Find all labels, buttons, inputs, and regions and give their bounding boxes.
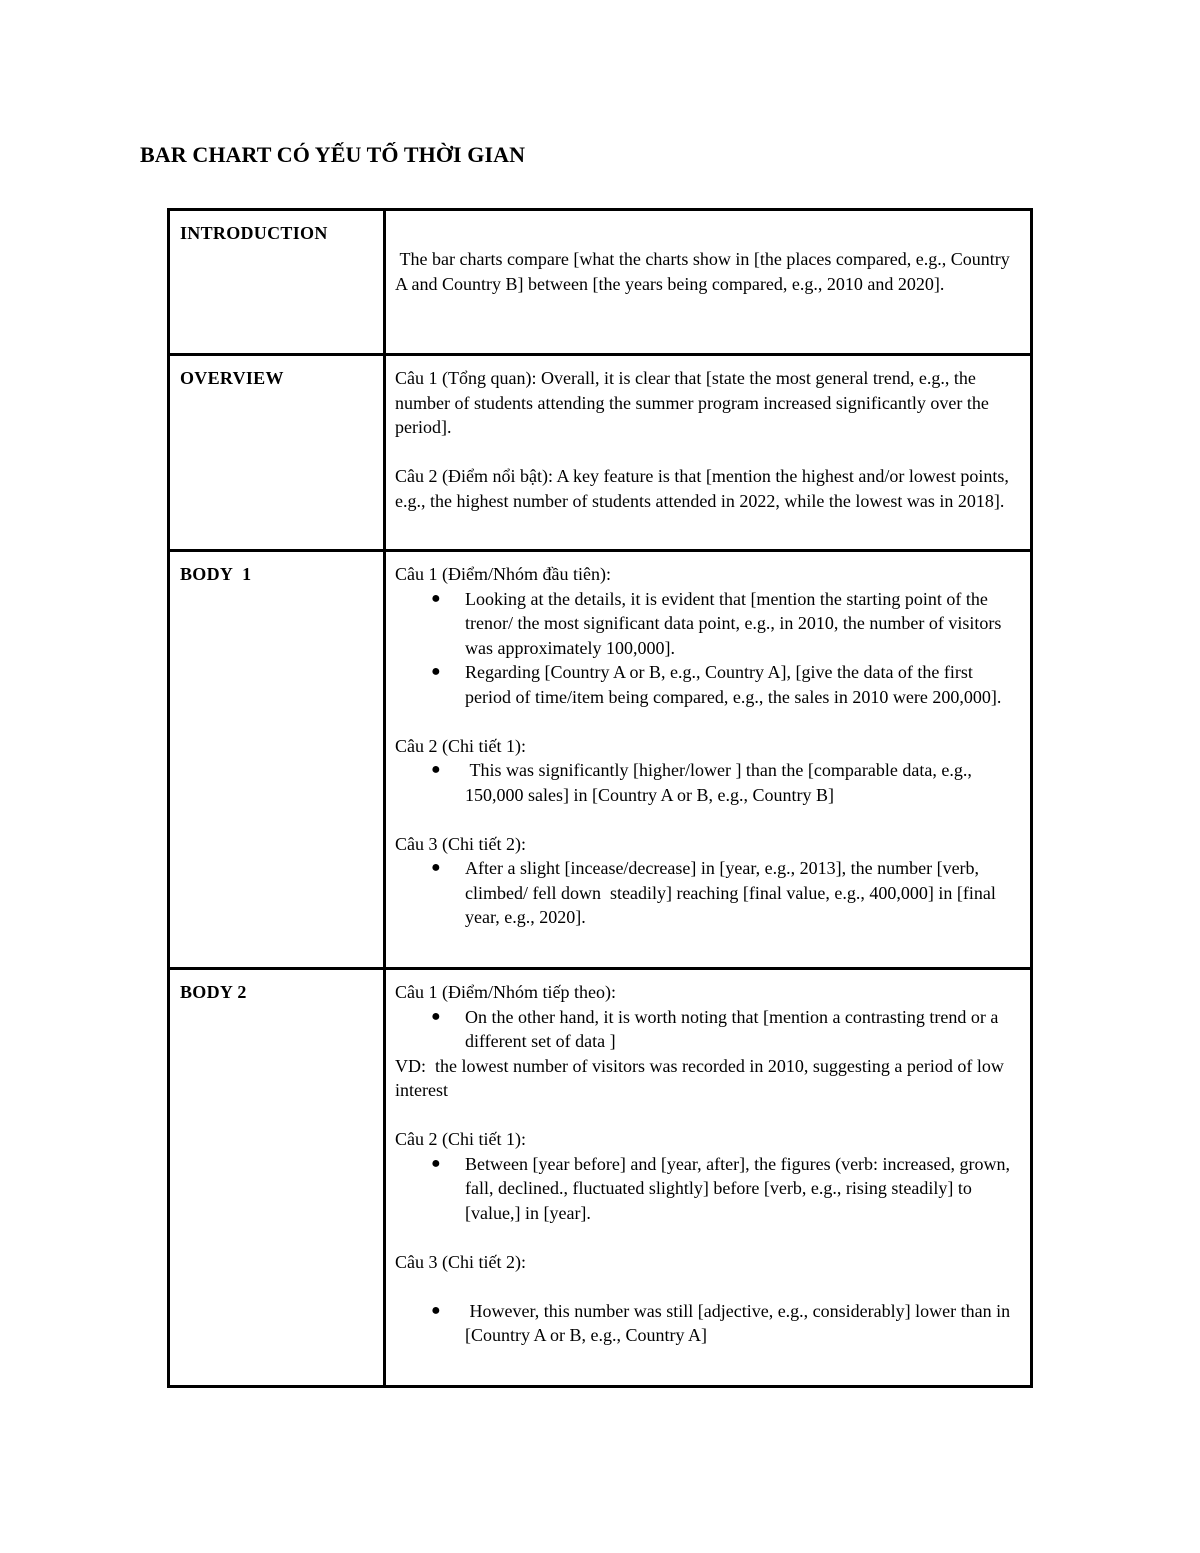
- bullet-text: This was significantly [higher/lower ] than the [comparable data, e.g., 150,000 sales] in [Country A or B, e.g., Country B]: [465, 760, 977, 805]
- bullet-icon: ●: [431, 859, 441, 876]
- body2-sentence-1-heading: Câu 1 (Điểm/Nhóm tiếp theo):: [395, 982, 616, 1002]
- body1-sentence-3-bullets: [395, 856, 1016, 930]
- row-label-body-2: BODY 2: [169, 969, 385, 1387]
- list-item: [431, 587, 1016, 661]
- bullet-text: Regarding [Country A or B, e.g., Country A], [give the data of the first period of time/item being compared, e.g., the sales in 2010 were 200,000].: [465, 662, 1002, 707]
- list-item: [431, 1152, 1016, 1226]
- row-content-body-2: [385, 969, 1032, 1387]
- essay-outline-table: [167, 208, 1033, 1388]
- bullet-icon: ●: [431, 761, 441, 778]
- overview-sentence-1: Câu 1 (Tổng quan): Overall, it is clear that [state the most general trend, e.g., the number of students attending the summer program increased significantly over the period].: [395, 368, 989, 437]
- bullet-text: Looking at the details, it is evident that [mention the starting point of the trenor/ the most significant data point, e.g., in 2010, the number of visitors was approximately 100,000].: [465, 588, 1002, 658]
- body1-sentence-1-bullets: [395, 587, 1016, 710]
- table-row-introduction: [169, 210, 1032, 355]
- bullet-text: After a slight [incease/decrease] in [year, e.g., 2013], the number [verb, climbed/ fell down steadily] reaching [final value, e.g., 400,000] in [final year, e.g., 2020].: [465, 858, 1001, 927]
- table-row-overview: [169, 355, 1032, 551]
- body1-sentence-2-heading: Câu 2 (Chi tiết 1):: [395, 735, 526, 756]
- bullet-text: However, this number was still [adjective, e.g., considerably] lower than in [Country A or B, e.g., Country A]: [465, 1300, 1015, 1345]
- body2-sentence-2-bullets: [395, 1152, 1016, 1226]
- bullet-icon: ●: [431, 1301, 441, 1319]
- introduction-template-text: The bar charts compare [what the charts show in [the places compared, e.g., Country A and Country B] between [the years being compared, e.g., 2010 and 2020].: [395, 249, 1014, 294]
- bullet-icon: ●: [431, 663, 441, 680]
- body2-sentence-1-bullets: [395, 1005, 1016, 1054]
- list-item: [431, 758, 1016, 807]
- body2-sentence-3-heading: Câu 3 (Chi tiết 2):: [395, 1251, 526, 1272]
- row-content-introduction: [385, 210, 1032, 355]
- row-label-body-1: BODY 1: [169, 551, 385, 969]
- body2-sentence-2-heading: Câu 2 (Chi tiết 1):: [395, 1129, 526, 1149]
- bullet-text: Between [year before] and [year, after], the figures (verb: increased, grown, fall, declined., fluctuated slightly] before [verb, e.g., rising steadily] to [value,] in [year].: [465, 1153, 1011, 1223]
- list-item: [431, 1005, 1016, 1054]
- bullet-text: On the other hand, it is worth noting that [mention a contrasting trend or a different set of data ]: [465, 1006, 999, 1051]
- bullet-icon: ●: [431, 1007, 441, 1025]
- bullet-icon: ●: [431, 1154, 441, 1172]
- row-label-overview: OVERVIEW: [169, 355, 385, 551]
- table-row-body-1: [169, 551, 1032, 969]
- overview-sentence-2: Câu 2 (Điểm nổi bật): A key feature is that [mention the highest and/or lowest points, e.g., the highest number of students attended in 2022, while the lowest was in 2018].: [395, 466, 1009, 511]
- list-item: [431, 660, 1016, 709]
- body1-sentence-3-heading: Câu 3 (Chi tiết 2):: [395, 833, 526, 854]
- body2-sentence-3-bullets: [395, 1299, 1016, 1348]
- body2-example-text: VD: the lowest number of visitors was recorded in 2010, suggesting a period of low interest: [395, 1055, 1009, 1100]
- table-row-body-2: [169, 969, 1032, 1387]
- row-label-introduction: INTRODUCTION: [169, 210, 385, 355]
- row-content-body-1: [385, 551, 1032, 969]
- list-item: [431, 1299, 1016, 1348]
- body1-sentence-2-bullets: [395, 758, 1016, 807]
- list-item: [431, 856, 1016, 930]
- row-content-overview: [385, 355, 1032, 551]
- page-title: BAR CHART CÓ YẾU TỐ THỜI GIAN: [140, 142, 526, 167]
- body1-sentence-1-heading: Câu 1 (Điểm/Nhóm đầu tiên):: [395, 564, 611, 584]
- bullet-icon: ●: [431, 589, 441, 607]
